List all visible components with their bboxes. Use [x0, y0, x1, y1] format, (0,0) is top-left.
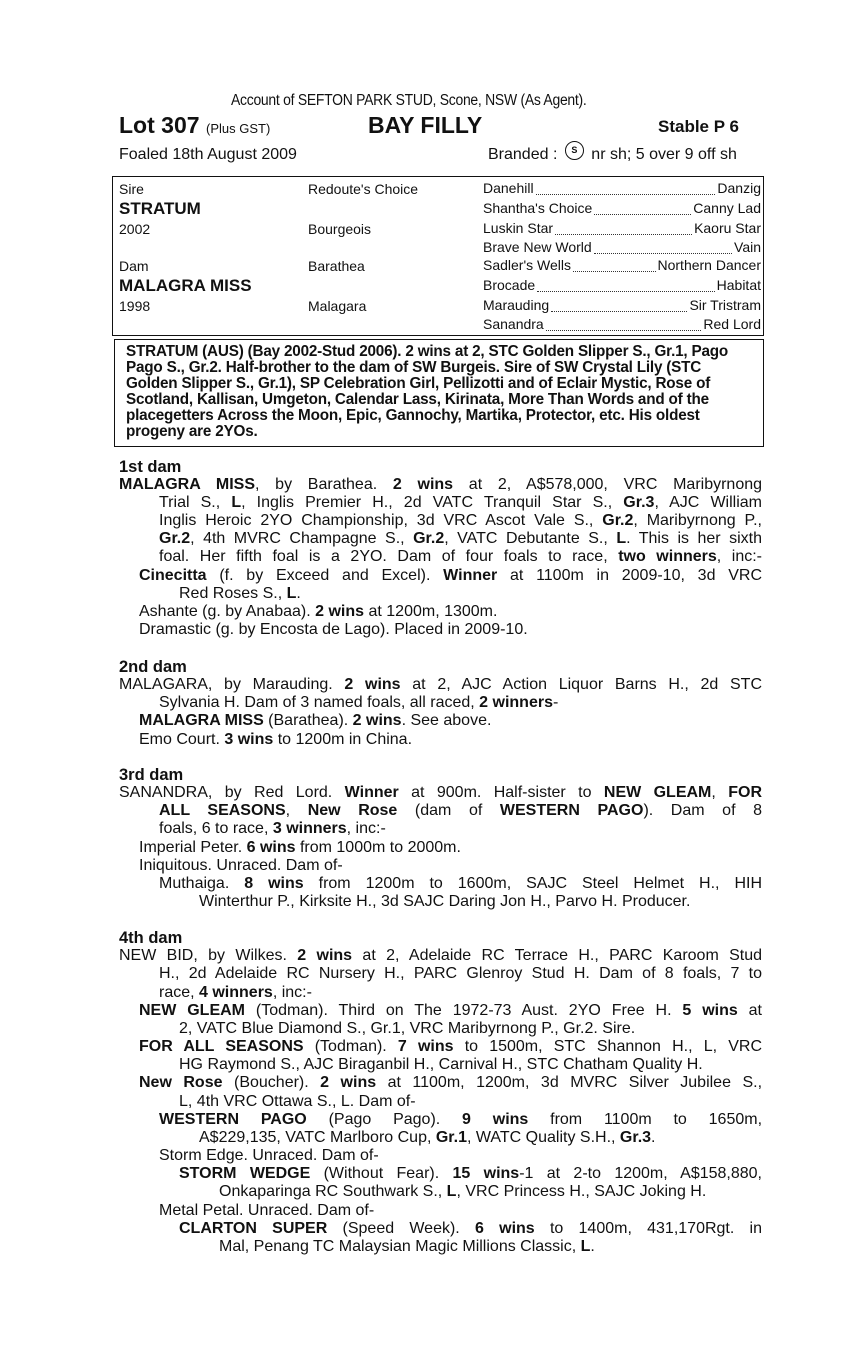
section-heading-2nd-dam: 2nd dam: [119, 658, 187, 676]
gst-note: (Plus GST): [205, 121, 271, 136]
sire-sire: Redoute's Choice: [308, 181, 419, 197]
section-heading-3rd-dam: 3rd dam: [119, 766, 184, 784]
grandparent-row: Brocade Habitat: [483, 277, 761, 293]
dam-dam: Malagara: [308, 298, 367, 314]
text-line: Mal, Penang TC Malaysian Magic Millions Classic, L.: [219, 1238, 595, 1255]
text-line: Iniquitous. Unraced. Dam of-: [139, 857, 343, 874]
text-line: HG Raymond S., AJC Biraganbil H., Carnival H., STC Chatham Quality H.: [179, 1056, 703, 1073]
sire-dam: Bourgeois: [308, 221, 372, 237]
grandparent-row: Brave New World Vain: [483, 239, 761, 255]
brand-mark-icon: S: [565, 141, 584, 160]
section-heading-4th-dam: 4th dam: [119, 929, 183, 947]
text-line: Trial S., L, Inglis Premier H., 2d VATC Tranquil Star S., Gr.3, AJC William: [159, 494, 763, 511]
text-line: CLARTON SUPER (Speed Week). 6 wins to 1400m, 431,170Rgt. in: [179, 1220, 763, 1237]
text-line: STORM WEDGE (Without Fear). 15 wins-1 at 2-to 1200m, A$158,880,: [179, 1165, 763, 1182]
text-line: L, 4th VRC Ottawa S., L. Dam of-: [179, 1093, 416, 1110]
lot-number: [119, 112, 270, 139]
text-line: Gr.2, 4th MVRC Champagne S., Gr.2, VATC Debutante S., L. This is her sixth: [159, 530, 762, 547]
text-line: H., 2d Adelaide RC Nursery H., PARC Glenroy Stud H. Dam of 8 foals, 7 to: [159, 965, 762, 982]
sire-label: Sire: [119, 181, 144, 197]
pedigree-table: [112, 176, 764, 336]
text-line: MALAGARA, by Marauding. 2 wins at 2, AJC Action Liquor Barns H., 2d STC: [119, 676, 763, 693]
horse-description: BAY FILLY: [368, 112, 483, 138]
text-line: ALL SEASONS, New Rose (dam of WESTERN PAGO). Dam of 8: [159, 802, 763, 819]
text-line: 2, VATC Blue Diamond S., Gr.1, VRC Maribyrnong P., Gr.2. Sire.: [179, 1020, 636, 1037]
text-line: foal. Her fifth foal is a 2YO. Dam of four foals to race, two winners, inc:-: [159, 548, 763, 565]
brand-info: [488, 146, 737, 166]
grandparent-row: Marauding Sir Tristram: [483, 297, 761, 313]
grandparent-row: Danehill Danzig: [483, 180, 761, 196]
text-line: MALAGRA MISS (Barathea). 2 wins. See above.: [139, 712, 492, 729]
stable-location: Stable P 6: [658, 117, 739, 136]
sire-year: 2002: [119, 221, 151, 237]
brand-prefix: Branded :: [488, 146, 558, 163]
text-line: foals, 6 to race, 3 winners, inc:-: [159, 820, 386, 837]
dam-year: 1998: [119, 298, 151, 314]
text-line: MALAGRA MISS, by Barathea. 2 wins at 2, A$578,000, VRC Maribyrnong: [119, 476, 763, 493]
account-line: Account of SEFTON PARK STUD, Scone, NSW (As Agent).: [231, 92, 587, 109]
text-line: A$229,135, VATC Marlboro Cup, Gr.1, WATC Quality S.H., Gr.3.: [199, 1129, 656, 1146]
dam-sire: Barathea: [308, 258, 365, 274]
text-line: WESTERN PAGO (Pago Pago). 9 wins from 1100m to 1650m,: [159, 1111, 763, 1128]
lot-label: Lot 307: [119, 112, 200, 138]
foaled-date: Foaled 18th August 2009: [119, 146, 297, 163]
text-line: Winterthur P., Kirksite H., 3d SAJC Daring Jon H., Parvo H. Producer.: [199, 893, 691, 910]
grandparent-row: Shantha's Choice Canny Lad: [483, 200, 761, 216]
grandparent-row: Luskin Star Kaoru Star: [483, 220, 761, 236]
text-line: NEW GLEAM (Todman). Third on The 1972-73 Aust. 2YO Free H. 5 wins at: [139, 1002, 763, 1019]
text-line: New Rose (Boucher). 2 wins at 1100m, 1200m, 3d MVRC Silver Jubilee S.,: [139, 1074, 763, 1091]
text-line: Cinecitta (f. by Exceed and Excel). Winner at 1100m in 2009-10, 3d VRC: [139, 567, 763, 584]
text-line: Muthaiga. 8 wins from 1200m to 1600m, SAJC Steel Helmet H., HIH: [159, 875, 763, 892]
text-line: Sylvania H. Dam of 3 named foals, all raced, 2 winners-: [159, 694, 559, 711]
text-line: race, 4 winners, inc:-: [159, 984, 312, 1001]
grandparent-row: Sanandra Red Lord: [483, 316, 761, 332]
text-line: Inglis Heroic 2YO Championship, 3d VRC Ascot Vale S., Gr.2, Maribyrnong P.,: [159, 512, 762, 529]
dam-name: MALAGRA MISS: [119, 276, 252, 295]
text-line: FOR ALL SEASONS (Todman). 7 wins to 1500m, STC Shannon H., L, VRC: [139, 1038, 762, 1055]
text-line: Imperial Peter. 6 wins from 1000m to 2000m.: [139, 839, 461, 856]
text-line: SANANDRA, by Red Lord. Winner at 900m. Half-sister to NEW GLEAM, FOR: [119, 784, 763, 801]
text-line: NEW BID, by Wilkes. 2 wins at 2, Adelaide RC Terrace H., PARC Karoom Stud: [119, 947, 763, 964]
brand-suffix: nr sh; 5 over 9 off sh: [591, 146, 737, 163]
sire-summary-text: STRATUM (AUS) (Bay 2002-Stud 2006). 2 wins at 2, STC Golden Slipper S., Gr.1, Pago Pago S., Gr.2. Half-brother to the dam of SW Burgeis. Sire of SW Crystal Lily (STC Golden Slipper S., Gr.1), SP Celebration Girl, Pellizotti and of Eclair Mystic, Rose of Scotland, Kallisan, Umgeton, Calendar Lass, Kirinata, More Than Words and of the placegetters Across the Moon, Epic, Gannochy, Martika, Protector, etc. His oldest progeny are 2YOs.: [126, 343, 729, 440]
sire-summary-box: [114, 339, 764, 447]
sire-name: STRATUM: [119, 199, 201, 218]
text-line: Dramastic (g. by Encosta de Lago). Placed in 2009-10.: [139, 621, 528, 638]
text-line: Emo Court. 3 wins to 1200m in China.: [139, 731, 413, 748]
text-line: Storm Edge. Unraced. Dam of-: [159, 1147, 379, 1164]
dam-label: Dam: [119, 258, 149, 274]
text-line: Metal Petal. Unraced. Dam of-: [159, 1202, 375, 1219]
grandparent-row: Sadler's Wells Northern Dancer: [483, 257, 761, 273]
text-line: Ashante (g. by Anabaa). 2 wins at 1200m, 1300m.: [139, 603, 498, 620]
text-line: Red Roses S., L.: [179, 585, 301, 602]
section-heading-1st-dam: 1st dam: [119, 458, 182, 476]
text-line: Onkaparinga RC Southwark S., L, VRC Princess H., SAJC Joking H.: [219, 1183, 707, 1200]
